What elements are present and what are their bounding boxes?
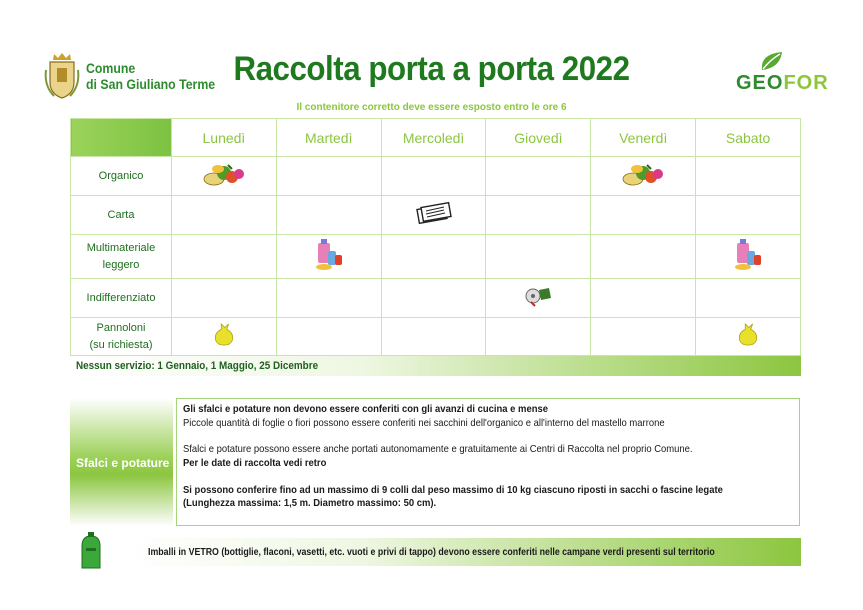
- schedule-cell: [276, 235, 381, 279]
- organic-waste-icon: [202, 161, 246, 187]
- comune-name-line1: Comune: [86, 60, 136, 76]
- schedule-cell: [172, 279, 277, 318]
- day-header: Lunedì: [172, 119, 277, 157]
- table-row: [71, 318, 801, 356]
- vetro-notice: Imballi in VETRO (bottiglie, flaconi, vasetti, etc. vuoti e privi di tappo) devono essere conferiti nelle campane verdi presenti sul territorio: [148, 547, 715, 558]
- schedule-cell: [696, 279, 801, 318]
- row-label-pannoloni: [71, 318, 172, 356]
- schedule-cell: [276, 318, 381, 356]
- geofor-wordmark: [736, 72, 829, 95]
- day-header: Martedì: [276, 119, 381, 157]
- day-header: Sabato: [696, 119, 801, 157]
- row-label-line: leggero: [102, 258, 140, 271]
- leaf-icon: [758, 50, 784, 72]
- row-label-indifferenziato: Indifferenziato: [71, 279, 172, 318]
- table-row: [71, 196, 801, 235]
- row-label-line: Multimateriale: [86, 242, 156, 254]
- row-label-line: Pannoloni: [96, 322, 146, 334]
- yellow-bag-icon: [212, 322, 236, 346]
- schedule-cell: [591, 279, 696, 318]
- sfalci-text: Sfalci e potature possono essere anche portati autonomamente e gratuitamente ai Centri di Raccolta nel proprio Comune.: [183, 443, 693, 456]
- schedule-cell: [172, 157, 277, 196]
- table-row: [71, 279, 801, 318]
- geofor-for: FOR: [783, 72, 829, 94]
- page-title: Raccolta porta a porta 2022: [233, 50, 630, 88]
- schedule-cell: [172, 235, 277, 279]
- row-label-organico: Organico: [71, 157, 172, 196]
- schedule-cell: [696, 196, 801, 235]
- row-label-carta: Carta: [71, 196, 172, 235]
- schedule-cell: [172, 318, 277, 356]
- page-subtitle: Il contenitore corretto deve essere esposto entro le ore 6: [296, 102, 567, 113]
- schedule-cell: [486, 318, 591, 356]
- schedule-cell: [591, 196, 696, 235]
- schedule-cell: [276, 196, 381, 235]
- schedule-cell: [381, 157, 486, 196]
- sfalci-text: Per le date di raccolta vedi retro: [183, 456, 327, 469]
- schedule-cell: [381, 196, 486, 235]
- sfalci-text: Si possono conferire fino ad un massimo di 9 colli dal peso massimo di 10 kg ciascuno riposti in sacchi o fascine legate: [183, 483, 723, 496]
- table-corner: [71, 119, 172, 157]
- sfalci-text: (Lunghezza massima: 1,5 m. Diametro massimo: 50 cm).: [183, 497, 437, 510]
- geofor-logo: [736, 50, 829, 98]
- schedule-cell: [276, 279, 381, 318]
- sfalci-info-box: [176, 398, 800, 526]
- no-service-text: Nessun servizio: 1 Gennaio, 1 Maggio, 25 Dicembre: [76, 360, 319, 372]
- schedule-cell: [696, 235, 801, 279]
- row-label-multimateriale: [71, 235, 172, 279]
- schedule-cell: [276, 157, 381, 196]
- sfalci-label: Sfalci e potature: [76, 456, 170, 470]
- schedule-cell: [381, 279, 486, 318]
- glass-bell-bin-icon: [78, 532, 104, 570]
- day-header: Mercoledì: [381, 119, 486, 157]
- schedule-cell: [591, 318, 696, 356]
- paper-bundle-icon: [416, 201, 452, 225]
- yellow-bag-icon: [736, 322, 760, 346]
- table-row: [71, 235, 801, 279]
- table-row: [71, 157, 801, 196]
- day-header: Giovedì: [486, 119, 591, 157]
- no-service-bar: [70, 356, 801, 376]
- schedule-cell: [486, 157, 591, 196]
- schedule-cell: [591, 235, 696, 279]
- schedule-cell: [172, 196, 277, 235]
- organic-waste-icon: [621, 161, 665, 187]
- schedule-cell: [381, 235, 486, 279]
- sfalci-text: Gli sfalci e potature non devono essere conferiti con gli avanzi di cucina e mense: [183, 403, 548, 415]
- header-row: [71, 119, 801, 157]
- day-header: Venerdì: [591, 119, 696, 157]
- schedule-cell: [591, 157, 696, 196]
- schedule-cell: [486, 235, 591, 279]
- collection-schedule-table: [70, 118, 801, 356]
- plastic-containers-icon: [733, 237, 763, 271]
- schedule-cell: [486, 279, 591, 318]
- geofor-geo: GEO: [736, 72, 784, 94]
- sfalci-text: Piccole quantità di foglie o fiori possono essere conferiti nei sacchini dell'organico e all'interno del mastello marrone: [183, 416, 665, 429]
- schedule-cell: [696, 157, 801, 196]
- mixed-waste-icon: [523, 284, 553, 308]
- schedule-cell: [486, 196, 591, 235]
- plastic-containers-icon: [314, 237, 344, 271]
- comune-name-line2: di San Giuliano Terme: [86, 76, 216, 92]
- row-label-line: (su richiesta): [89, 338, 153, 351]
- schedule-cell: [381, 318, 486, 356]
- schedule-cell: [696, 318, 801, 356]
